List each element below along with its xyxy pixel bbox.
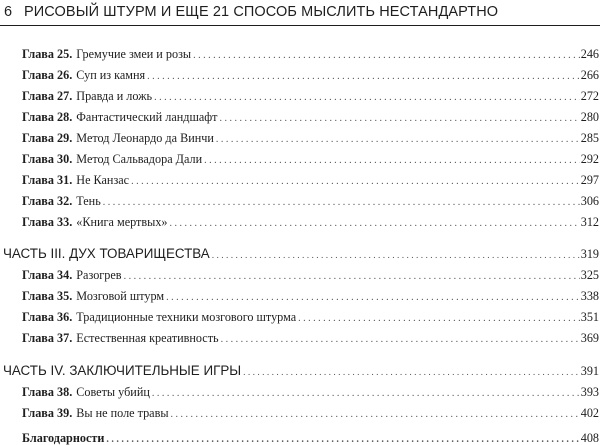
chapter-label: Глава 30. — [22, 152, 73, 166]
chapter-title: Суп из камня — [76, 68, 146, 82]
page-ref: 297 — [580, 173, 599, 187]
toc-entry-chapter-29[interactable] — [0, 128, 600, 148]
chapter-label: Глава 34. — [22, 268, 73, 282]
page-ref: 338 — [580, 289, 599, 303]
chapter-title: Правда и ложь — [76, 89, 153, 103]
part-title: ЧАСТЬ IV. ЗАКЛЮЧИТЕЛЬНЫЕ ИГРЫ — [3, 363, 242, 378]
chapter-title: Естественная креативность — [76, 331, 219, 345]
dot-leader — [212, 246, 580, 266]
toc-entry-chapter-32[interactable] — [0, 191, 600, 211]
page-ref: 285 — [580, 131, 599, 145]
page-ref: 393 — [580, 385, 599, 399]
chapter-title: Метод Леонардо да Винчи — [76, 131, 214, 145]
toc-entry-acknowledgments[interactable] — [0, 428, 600, 445]
dot-leader — [166, 288, 580, 308]
dot-leader — [131, 172, 580, 192]
page-ref: 325 — [580, 268, 599, 282]
page-ref: 312 — [580, 215, 599, 229]
page-ref: 319 — [580, 247, 599, 261]
book-title: РИСОВЫЙ ШТУРМ И ЕЩЕ 21 СПОСОБ МЫСЛИТЬ НЕСТАНДАРТНО — [24, 4, 499, 20]
dot-leader — [152, 384, 580, 404]
toc-entry-chapter-33[interactable] — [0, 212, 600, 232]
chapter-label: Глава 35. — [22, 289, 73, 303]
part-title: ЧАСТЬ III. ДУХ ТОВАРИЩЕСТВА — [3, 246, 210, 261]
toc-entry-chapter-27[interactable] — [0, 86, 600, 106]
dot-leader — [193, 46, 580, 66]
toc-entry-chapter-34[interactable] — [0, 265, 600, 285]
chapter-label: Глава 33. — [22, 215, 73, 229]
chapter-title: Фантастический ландшафт — [76, 110, 218, 124]
dot-leader — [106, 430, 579, 445]
page-ref: 306 — [580, 194, 599, 208]
dot-leader — [298, 309, 580, 329]
toc-entry-part-4[interactable] — [0, 361, 600, 381]
chapter-title: Вы не поле травы — [76, 406, 169, 420]
chapter-label: Глава 27. — [22, 89, 73, 103]
chapter-label: Глава 37. — [22, 331, 73, 345]
dot-leader — [171, 405, 580, 425]
toc-entry-chapter-30[interactable] — [0, 149, 600, 169]
chapter-title: Разогрев — [76, 268, 122, 282]
dot-leader — [204, 151, 580, 171]
chapter-label: Глава 36. — [22, 310, 73, 324]
dot-leader — [216, 130, 580, 150]
chapter-title: Гремучие змеи и розы — [76, 47, 192, 61]
dot-leader — [154, 88, 580, 108]
running-header — [0, 0, 600, 26]
chapter-label: Глава 39. — [22, 406, 73, 420]
chapter-title: Тень — [76, 194, 101, 208]
dot-leader — [170, 214, 580, 234]
toc-entry-chapter-36[interactable] — [0, 307, 600, 327]
acknowledgments-title: Благодарности — [22, 431, 105, 445]
dot-leader — [219, 109, 579, 129]
chapter-title: Метод Сальвадора Дали — [76, 152, 203, 166]
chapter-title: Мозговой штурм — [76, 289, 165, 303]
dot-leader — [243, 363, 580, 383]
chapter-label: Глава 31. — [22, 173, 73, 187]
page-ref: 246 — [580, 47, 599, 61]
page-ref: 292 — [580, 152, 599, 166]
chapter-label: Глава 32. — [22, 194, 73, 208]
toc-entry-chapter-28[interactable] — [0, 107, 600, 127]
chapter-label: Глава 29. — [22, 131, 73, 145]
toc-entry-chapter-25[interactable] — [0, 44, 600, 64]
toc-entry-chapter-37[interactable] — [0, 328, 600, 348]
toc-entry-part-3[interactable] — [0, 244, 600, 264]
toc-entry-chapter-39[interactable] — [0, 403, 600, 423]
page-ref: 391 — [580, 364, 599, 378]
chapter-title: Советы убийц — [76, 385, 150, 399]
chapter-label: Глава 26. — [22, 68, 73, 82]
page-ref: 351 — [580, 310, 599, 324]
page-ref: 266 — [580, 68, 599, 82]
toc-entry-chapter-35[interactable] — [0, 286, 600, 306]
page-ref: 408 — [580, 431, 599, 445]
dot-leader — [103, 193, 580, 213]
chapter-label: Глава 38. — [22, 385, 73, 399]
chapter-label: Глава 25. — [22, 47, 73, 61]
toc-entry-chapter-26[interactable] — [0, 65, 600, 85]
chapter-label: Глава 28. — [22, 110, 73, 124]
dot-leader — [221, 330, 580, 350]
chapter-title: «Книга мертвых» — [76, 215, 168, 229]
toc-entry-chapter-38[interactable] — [0, 382, 600, 402]
dot-leader — [147, 67, 580, 87]
dot-leader — [124, 267, 580, 287]
page-ref: 280 — [580, 110, 599, 124]
page-ref: 272 — [580, 89, 599, 103]
page-ref: 369 — [580, 331, 599, 345]
chapter-title: Традиционные техники мозгового штурма — [76, 310, 297, 324]
page-ref: 402 — [580, 406, 599, 420]
page-number: 6 — [4, 4, 13, 20]
toc-entry-chapter-31[interactable] — [0, 170, 600, 190]
chapter-title: Не Канзас — [76, 173, 130, 187]
